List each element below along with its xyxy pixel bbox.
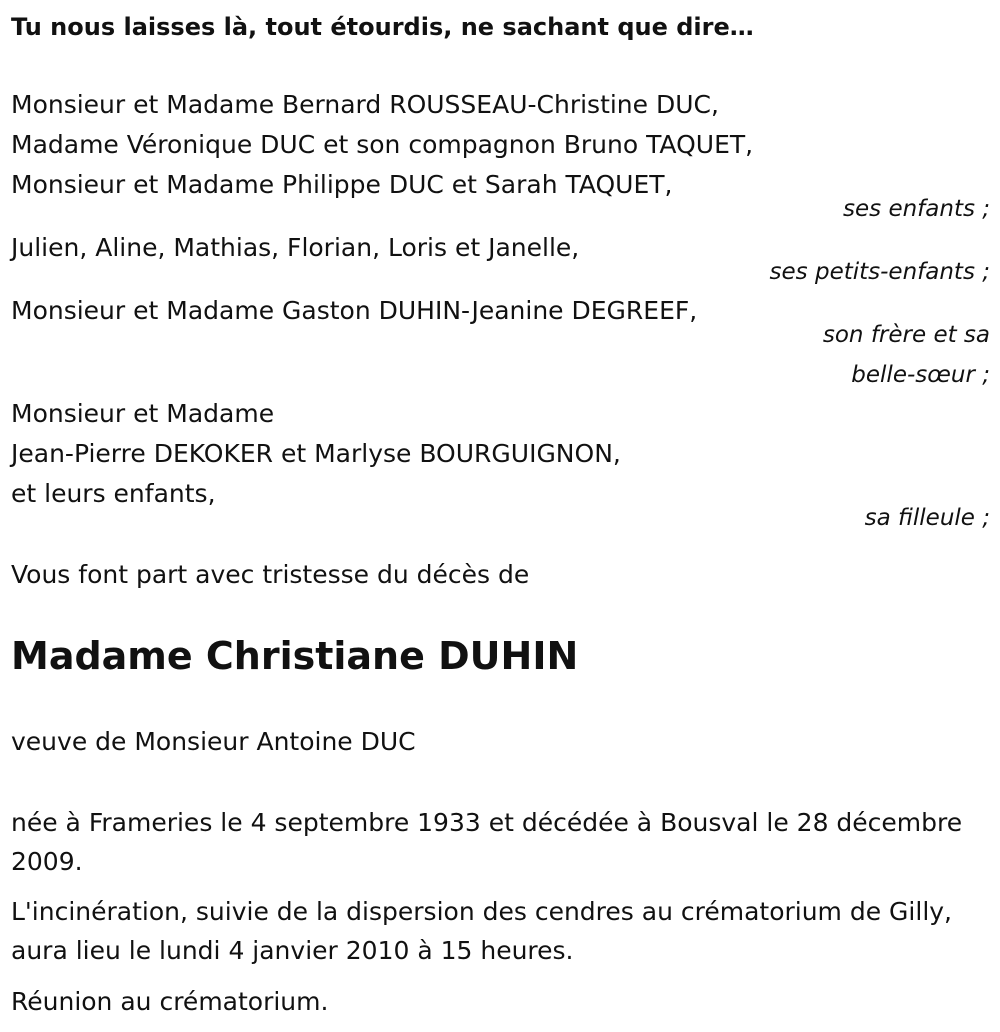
announcement-text: Vous font part avec tristesse du décès de — [11, 560, 530, 589]
deceased-name: Madame Christiane DUHIN — [11, 634, 579, 678]
family-line: Monsieur et Madame Bernard ROUSSEAU-Christine DUC, — [11, 90, 719, 119]
family-line: et leurs enfants, — [11, 479, 216, 508]
family-line: Julien, Aline, Mathias, Florian, Loris et Janelle, — [11, 233, 580, 262]
relation-label: sa filleule ; — [864, 505, 990, 531]
relation-label: ses petits-enfants ; — [769, 259, 990, 285]
family-line: Monsieur et Madame Philippe DUC et Sarah TAQUET, — [11, 170, 673, 199]
intro-quote: Tu nous laisses là, tout étourdis, ne sachant que dire… — [11, 13, 754, 41]
family-line: Monsieur et Madame Gaston DUHIN-Jeanine DEGREEF, — [11, 296, 698, 325]
family-line: Madame Véronique DUC et son compagnon Bruno TAQUET, — [11, 130, 754, 159]
relation-label: ses enfants ; — [843, 196, 990, 222]
widow-of-text: veuve de Monsieur Antoine DUC — [11, 727, 416, 756]
relation-label: son frère et sa — [822, 322, 990, 348]
birth-death-text: née à Frameries le 4 septembre 1933 et décédée à Bousval le 28 décembre 2009. — [11, 808, 963, 876]
family-line: Jean-Pierre DEKOKER et Marlyse BOURGUIGNON, — [11, 439, 621, 468]
meeting-text: Réunion au crématorium. — [11, 987, 329, 1016]
relation-label: belle-sœur ; — [851, 362, 990, 388]
family-line: Monsieur et Madame — [11, 399, 275, 428]
ceremony-text: L'incinération, suivie de la dispersion des cendres au crématorium de Gilly, aura lieu le lundi 4 janvier 2010 à 15 heures. — [11, 897, 953, 965]
